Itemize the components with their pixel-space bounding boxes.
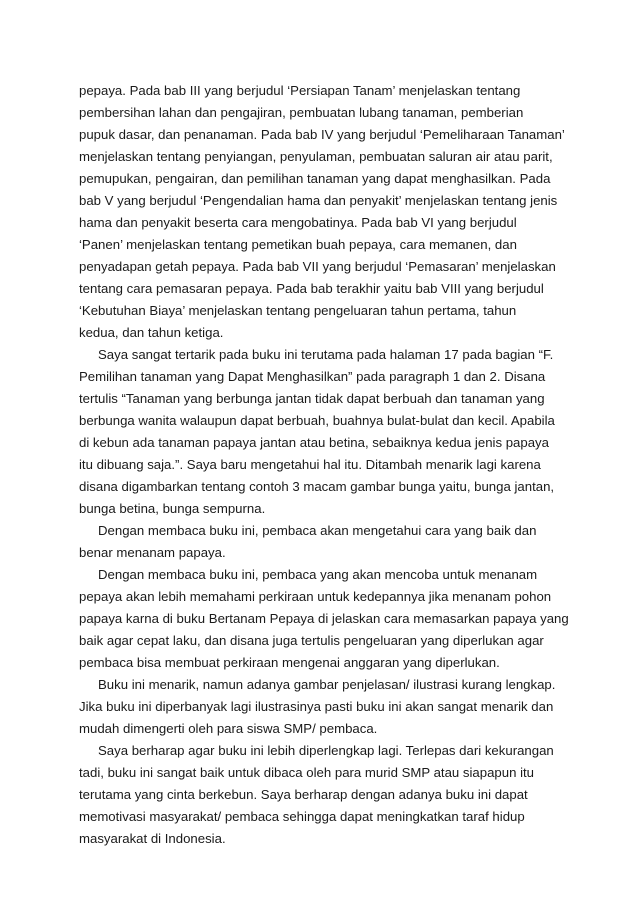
text-line: berbunga wanita walaupun dapat berbuah, buahnya bulat-bulat dan kecil. Apabila bbox=[79, 413, 555, 428]
text-line: terutama yang cinta berkebun. Saya berharap dengan adanya buku ini dapat bbox=[79, 787, 528, 802]
text-line: baik agar cepat laku, dan disana juga tertulis pengeluaran yang diperlukan agar bbox=[79, 633, 544, 648]
text-line: itu dibuang saja.”. Saya baru mengetahui hal itu. Ditambah menarik lagi karena bbox=[79, 457, 541, 472]
text-line: bab V yang berjudul ‘Pengendalian hama dan penyakit’ menjelaskan tentang jenis bbox=[79, 193, 558, 208]
text-line: ‘Kebutuhan Biaya’ menjelaskan tentang pengeluaran tahun pertama, tahun bbox=[79, 303, 517, 318]
text-line: disana digambarkan tentang contoh 3 macam gambar bunga yaitu, bunga jantan, bbox=[79, 479, 555, 494]
text-line: pembaca bisa membuat perkiraan mengenai anggaran yang diperlukan. bbox=[79, 655, 500, 670]
text-line: menjelaskan tentang penyiangan, penyulaman, pembuatan saluran air atau parit, bbox=[79, 149, 553, 164]
text-line: pupuk dasar, dan penanaman. Pada bab IV yang berjudul ‘Pemeliharaan Tanaman’ bbox=[79, 127, 565, 142]
text-line: Saya berharap agar buku ini lebih diperlengkap lagi. Terlepas dari kekurangan bbox=[98, 743, 554, 758]
text-line: pepaya. Pada bab III yang berjudul ‘Persiapan Tanam’ menjelaskan tentang bbox=[79, 83, 521, 98]
text-line: masyarakat di Indonesia. bbox=[79, 831, 226, 846]
text-line: Dengan membaca buku ini, pembaca akan mengetahui cara yang baik dan bbox=[98, 523, 537, 538]
text-line: Saya sangat tertarik pada buku ini terutama pada halaman 17 pada bagian “F. bbox=[98, 347, 554, 362]
text-line: Dengan membaca buku ini, pembaca yang akan mencoba untuk menanam bbox=[98, 567, 538, 582]
text-line: pembersihan lahan dan pengajiran, pembuatan lubang tanaman, pemberian bbox=[79, 105, 524, 120]
text-line: ‘Panen’ menjelaskan tentang pemetikan buah pepaya, cara memanen, dan bbox=[79, 237, 517, 252]
text-line: tertulis “Tanaman yang berbunga jantan tidak dapat berbuah dan tanaman yang bbox=[79, 391, 545, 406]
text-line: di kebun ada tanaman papaya jantan atau betina, sebaiknya kedua jenis papaya bbox=[79, 435, 549, 450]
text-line: pemupukan, pengairan, dan pemilihan tanaman yang dapat menghasilkan. Pada bbox=[79, 171, 551, 186]
text-line: pepaya akan lebih memahami perkiraan untuk kedepannya jika menanam pohon bbox=[79, 589, 552, 604]
text-line: benar menanam papaya. bbox=[79, 545, 226, 560]
text-line: tadi, buku ini sangat baik untuk dibaca oleh para murid SMP atau siapapun itu bbox=[79, 765, 535, 780]
body-text bbox=[79, 80, 569, 850]
text-line: memotivasi masyarakat/ pembaca sehingga dapat meningkatkan taraf hidup bbox=[79, 809, 525, 824]
text-line: kedua, dan tahun ketiga. bbox=[79, 325, 224, 340]
text-line: bunga betina, bunga sempurna. bbox=[79, 501, 266, 516]
text-line: Jika buku ini diperbanyak lagi ilustrasinya pasti buku ini akan sangat menarik dan bbox=[79, 699, 554, 714]
text-line: penyadapan getah pepaya. Pada bab VII yang berjudul ‘Pemasaran’ menjelaskan bbox=[79, 259, 556, 274]
text-line: papaya karna di buku Bertanam Pepaya di jelaskan cara memasarkan papaya yang bbox=[79, 611, 569, 626]
text-line: Buku ini menarik, namun adanya gambar penjelasan/ ilustrasi kurang lengkap. bbox=[98, 677, 556, 692]
document-page bbox=[79, 80, 569, 850]
text-line: tentang cara pemasaran pepaya. Pada bab terakhir yaitu bab VIII yang berjudul bbox=[79, 281, 544, 296]
text-line: Pemilihan tanaman yang Dapat Menghasilkan” pada paragraph 1 dan 2. Disana bbox=[79, 369, 546, 384]
text-line: mudah dimengerti oleh para siswa SMP/ pembaca. bbox=[79, 721, 378, 736]
text-line: hama dan penyakit beserta cara mengobatinya. Pada bab VI yang berjudul bbox=[79, 215, 517, 230]
